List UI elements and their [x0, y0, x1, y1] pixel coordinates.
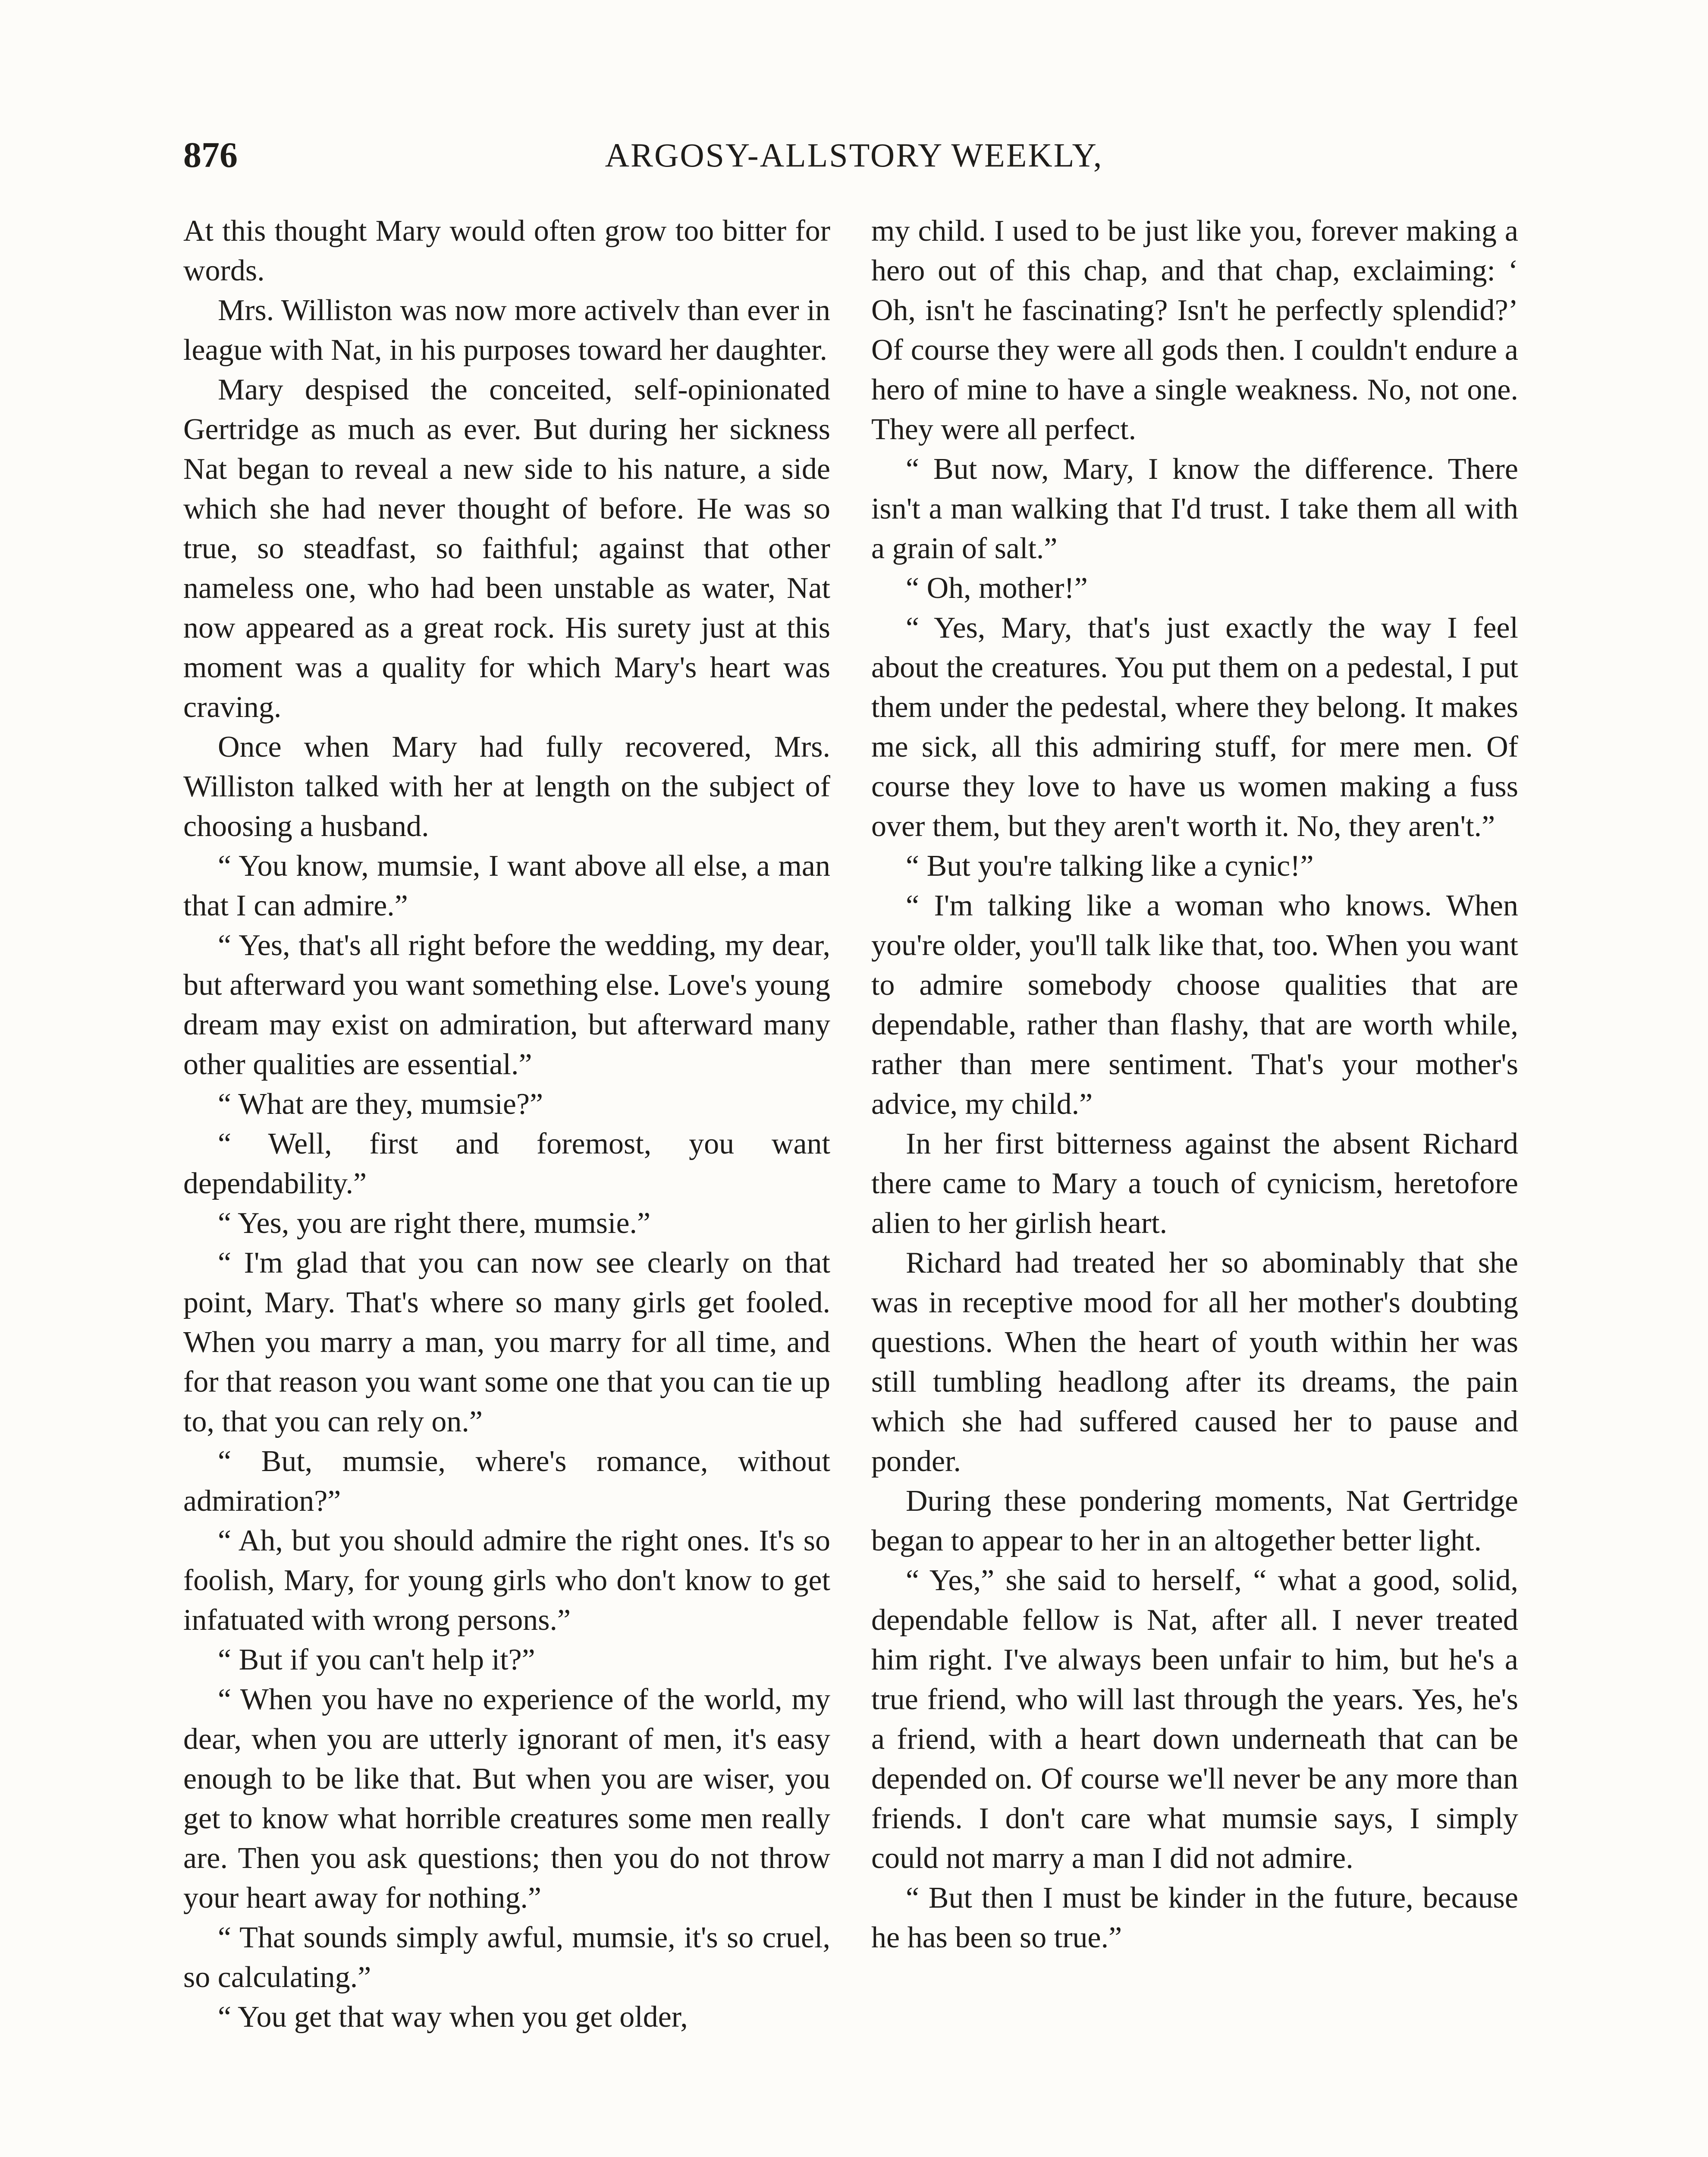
paragraph: “ What are they, mumsie?” — [218, 1088, 543, 1121]
paragraph: “ Yes, you are right there, mumsie.” — [218, 1207, 651, 1240]
paragraph: “ Oh, mother!” — [906, 572, 1088, 605]
paragraph: “ Yes, that's all right before the wedding, my dear, but afterward you want something else. Love's young dream may exist on admiration, but afterward many other qualities are essential.” — [183, 929, 830, 1081]
paragraph: Richard had treated her so abominably that she was in receptive mood for all her mother's doubting questions. When the heart of youth within her was still tumbling headlong after its dreams, the pain which she had suffered caused her to pause and ponder. — [871, 1246, 1518, 1478]
paragraph: “ I'm talking like a woman who knows. When you're older, you'll talk like that, too. When you want to admire somebody choose qualities that are dependable, rather than flashy, that are worth while, rather than mere sentiment. That's your mother's advice, my child.” — [871, 889, 1518, 1121]
paragraph: Mary despised the conceited, self-opinionated Gertridge as much as ever. But during her sickness Nat began to reveal a new side to his nature, a side which she had never thought of before. He was so true, so steadfast, so faithful; against that other nameless one, who had been unstable as water, Nat now appeared as a great rock. His surety just at this moment was a quality for which Mary's heart was craving. — [183, 373, 830, 724]
paragraph: “ You get that way when you get older, — [218, 2000, 688, 2034]
paragraph: “ You know, mumsie, I want above all else, a man that I can admire.” — [183, 849, 830, 922]
paragraph-continuation: my child. I used to be just like you, forever making a hero out of this chap, and that chap, exclaiming: ‘ Oh, isn't he fascinating? Isn't he perfectly splendid?’ Of course they were all gods then. I couldn't endure a hero of mine to have a single weakness. No, not one. They were all perfect. — [871, 214, 1518, 446]
running-head: ARGOSY-ALLSTORY WEEKLY, — [605, 136, 1103, 174]
paragraph: “ But now, Mary, I know the difference. There isn't a man walking that I'd trust. I take them all with a grain of salt.” — [871, 453, 1518, 565]
paragraph: During these pondering moments, Nat Gertridge began to appear to her in an altogether better light. — [871, 1484, 1518, 1557]
left-column — [183, 211, 830, 2037]
paragraph: “ Yes,” she said to herself, “ what a good, solid, dependable fellow is Nat, after all. I never treated him right. I've always been unfair to him, but he's a true friend, who will last through the years. Yes, he's a friend, with a heart down underneath that can be depended on. Of course we'll never be any more than friends. I don't care what mumsie says, I simply could not marry a man I did not admire. — [871, 1564, 1518, 1875]
paragraph: Once when Mary had fully recovered, Mrs. Williston talked with her at length on the subject of choosing a husband. — [183, 730, 830, 843]
page-header — [183, 129, 1525, 181]
paragraph: At this thought Mary would often grow too bitter for words. — [183, 214, 830, 287]
paragraph: “ But, mumsie, where's romance, without admiration?” — [183, 1445, 830, 1518]
page-number: 876 — [183, 135, 238, 175]
paragraph: “ I'm glad that you can now see clearly on that point, Mary. That's where so many girls get fooled. When you marry a man, you marry for all time, and for that reason you want some one that you can tie up to, that you can rely on.” — [183, 1246, 830, 1438]
paragraph: “ Ah, but you should admire the right ones. It's so foolish, Mary, for young girls who don't know to get infatuated with wrong persons.” — [183, 1524, 830, 1637]
paragraph: “ That sounds simply awful, mumsie, it's so cruel, so calculating.” — [183, 1921, 830, 1994]
paragraph: “ But then I must be kinder in the future, because he has been so true.” — [871, 1881, 1518, 1954]
right-column — [871, 211, 1518, 1958]
paragraph: “ When you have no experience of the world, my dear, when you are utterly ignorant of men, it's easy enough to be like that. But when you are wiser, you get to know what horrible creatures some men really are. Then you ask questions; then you do not throw your heart away for nothing.” — [183, 1683, 830, 1915]
paragraph: “ Well, first and foremost, you want dependability.” — [183, 1127, 830, 1200]
paragraph: “ But you're talking like a cynic!” — [906, 849, 1314, 883]
paragraph: “ Yes, Mary, that's just exactly the way I feel about the creatures. You put them on a pedestal, I put them under the pedestal, where they belong. It makes me sick, all this admiring stuff, for mere men. Of course they love to have us women making a fuss over them, but they aren't worth it. No, they aren't.” — [871, 611, 1518, 843]
paragraph: “ But if you can't help it?” — [218, 1643, 535, 1676]
paragraph: Mrs. Williston was now more activelv than ever in league with Nat, in his purposes toward her daughter. — [183, 294, 830, 367]
paragraph: In her first bitterness against the absent Richard there came to Mary a touch of cynicism, heretofore alien to her girlish heart. — [871, 1127, 1518, 1240]
